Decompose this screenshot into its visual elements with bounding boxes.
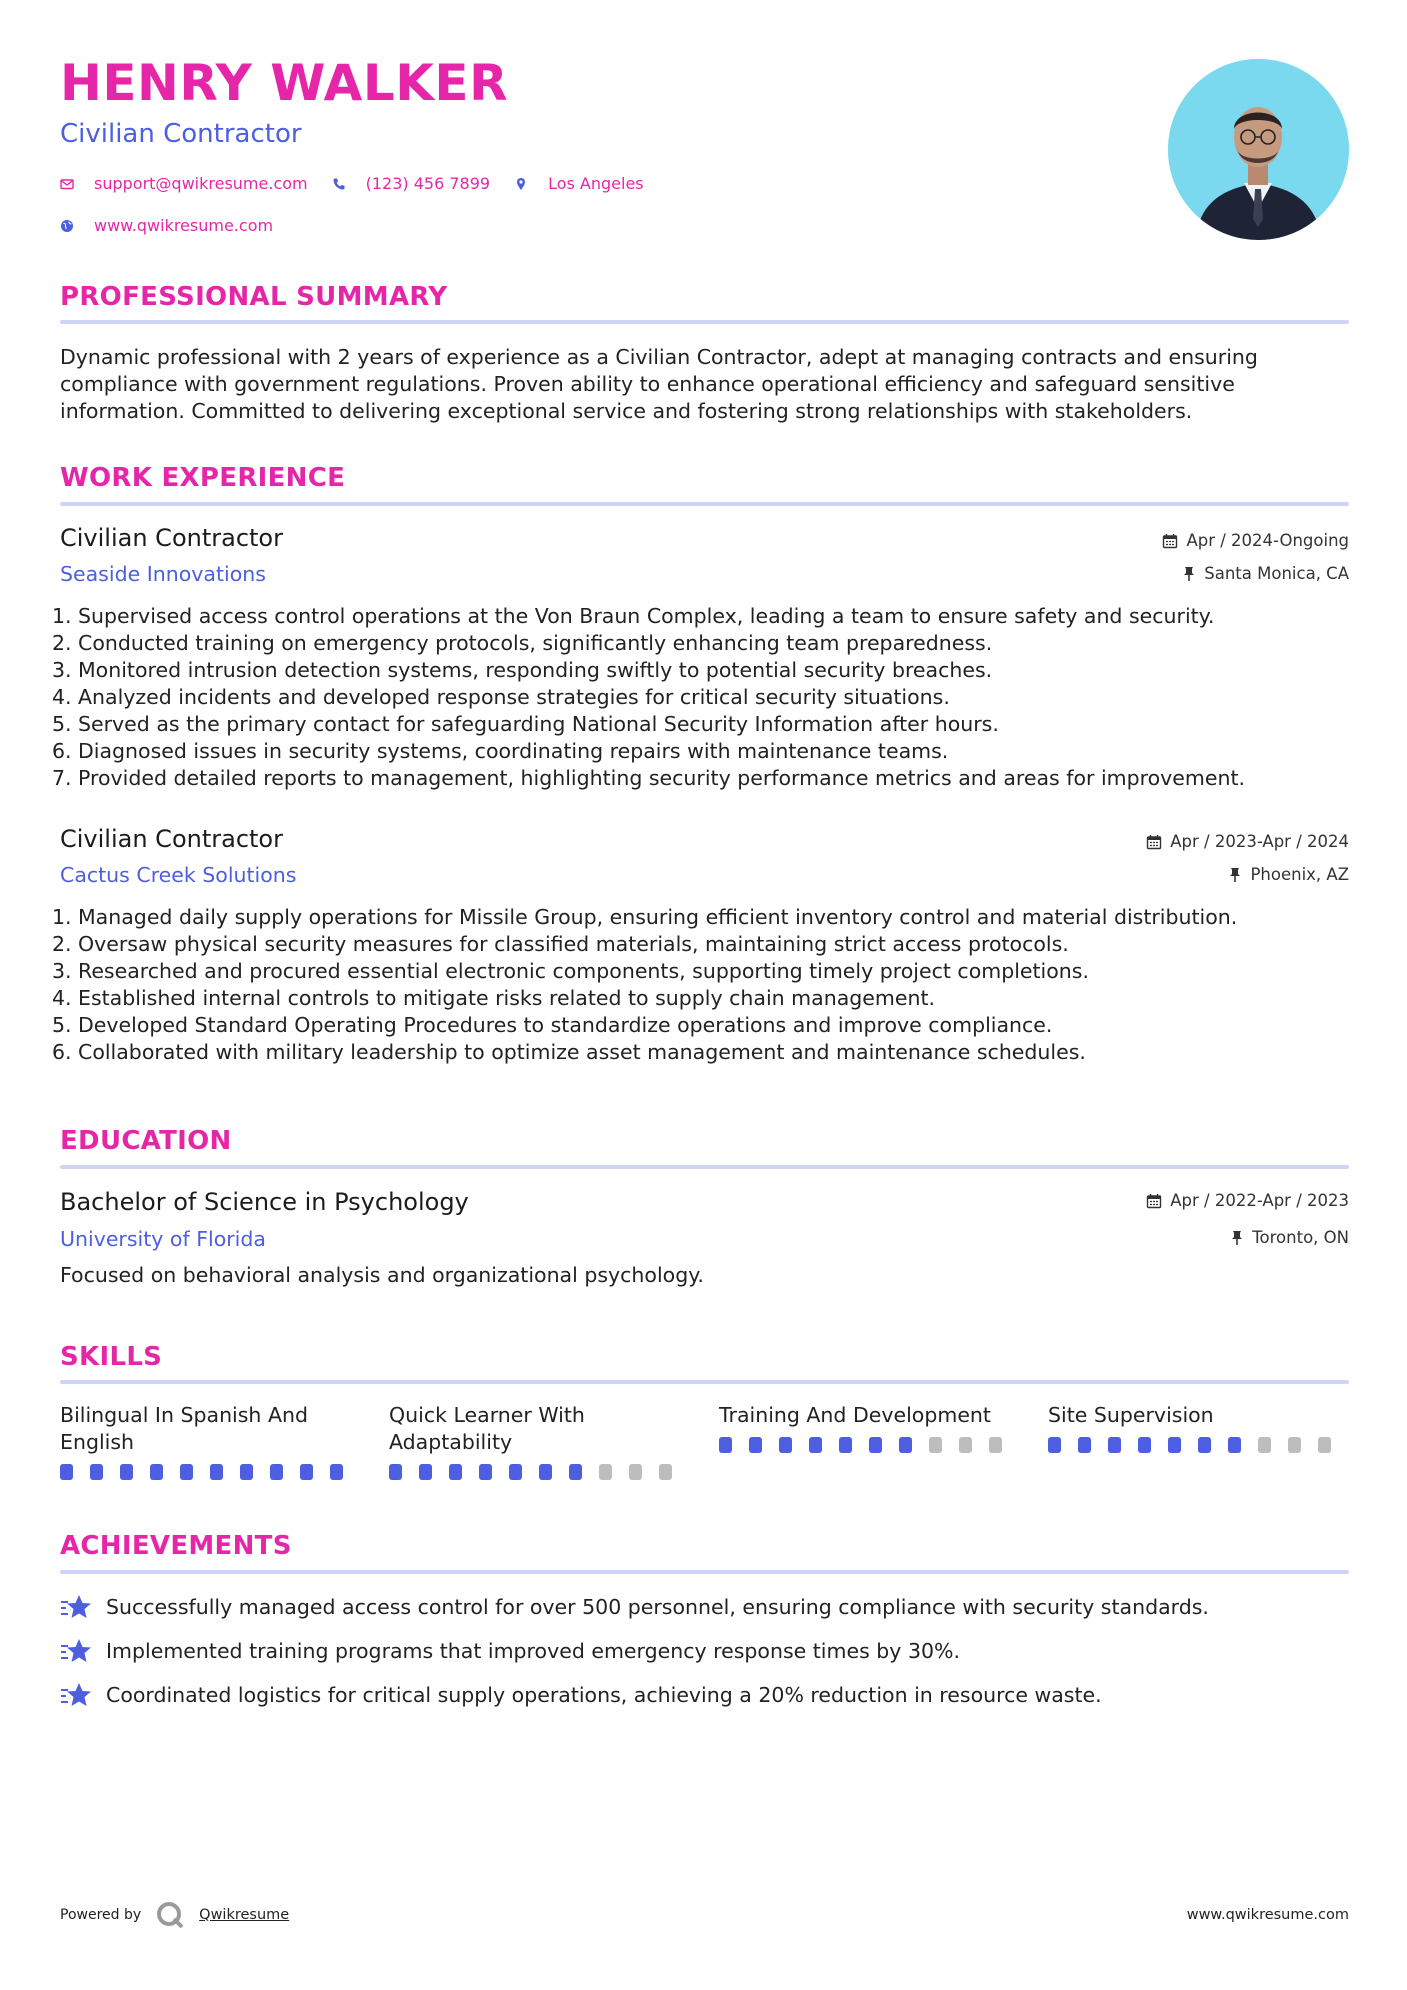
skill-dot-filled — [449, 1464, 462, 1480]
globe-icon — [60, 219, 74, 233]
job-1-dates — [1162, 533, 1349, 550]
education-school: University of Florida — [60, 1227, 266, 1251]
list-item: 1. Managed daily supply operations for Missile Group, ensuring efficient inventory control and material distribution. — [52, 905, 1238, 929]
education-heading: EDUCATION — [60, 1126, 232, 1156]
candidate-role: Civilian Contractor — [60, 119, 302, 149]
skill-dot-empty — [929, 1437, 942, 1453]
skill-dot-filled — [779, 1437, 792, 1453]
job-1-bullets — [52, 603, 1352, 792]
skill-dot-filled — [240, 1464, 253, 1480]
summary-heading: PROFESSIONAL SUMMARY — [60, 282, 448, 312]
list-item: 2. Conducted training on emergency protocols, significantly enhancing team preparedness. — [52, 631, 993, 655]
skill-dot-filled — [1198, 1437, 1211, 1453]
summary-text: Dynamic professional with 2 years of experience as a Civilian Contractor, adept at managing contracts and ensuring compliance with government regulations. Proven ability to enhance operational efficiency and safeguard sensitive information. Committed to delivering exceptional service and fostering strong relationships with stakeholders. — [60, 345, 1258, 423]
footer-powered-by — [60, 1900, 289, 1930]
skill-dot-filled — [120, 1464, 133, 1480]
phone-text: (123) 456 7899 — [365, 174, 491, 193]
skill-dot-filled — [749, 1437, 762, 1453]
list-item: 3. Monitored intrusion detection systems, responding swiftly to potential security breaches. — [52, 658, 993, 682]
list-item: 4. Established internal controls to mitigate risks related to supply chain management. — [52, 986, 936, 1010]
skill-dot-filled — [150, 1464, 163, 1480]
skill-dot-filled — [1168, 1437, 1181, 1453]
education-dates-text: Apr / 2022-Apr / 2023 — [1170, 1191, 1349, 1210]
skill-dot-filled — [60, 1464, 73, 1480]
skill-dot-filled — [569, 1464, 582, 1480]
contact-location — [514, 174, 644, 193]
experience-divider — [60, 502, 1349, 506]
skill-name: Site Supervision — [1048, 1403, 1214, 1427]
achievement-item — [60, 1637, 960, 1665]
skill-dot-filled — [809, 1437, 822, 1453]
job-1-title: Civilian Contractor — [60, 524, 283, 552]
qwikresume-link[interactable]: Qwikresume — [199, 1907, 290, 1923]
summary-divider — [60, 320, 1349, 324]
skill-dot-filled — [180, 1464, 193, 1480]
footer-url[interactable]: www.qwikresume.com — [1186, 1907, 1349, 1923]
calendar-icon — [1162, 533, 1178, 549]
skill-name: Bilingual In Spanish And English — [60, 1403, 308, 1454]
skill-rating — [389, 1464, 689, 1480]
job-2-dates — [1146, 834, 1349, 851]
job-2-bullets — [52, 904, 1352, 1066]
skill-name: Quick Learner With Adaptability — [389, 1403, 585, 1454]
education-degree: Bachelor of Science in Psychology — [60, 1188, 469, 1216]
skill-name: Training And Development — [719, 1403, 991, 1427]
list-item: 5. Served as the primary contact for safeguarding National Security Information after hours. — [52, 712, 999, 736]
skill-dot-filled — [1138, 1437, 1151, 1453]
profile-photo — [1168, 59, 1349, 240]
skill-rating — [719, 1437, 1019, 1453]
list-item: 7. Provided detailed reports to management, highlighting security performance metrics and areas for improvement. — [52, 766, 1246, 790]
achievement-text: Coordinated logistics for critical supply operations, achieving a 20% reduction in resource waste. — [106, 1682, 1102, 1707]
list-item: 5. Developed Standard Operating Procedures to standardize operations and improve compliance. — [52, 1013, 1053, 1037]
list-item: 1. Supervised access control operations at the Von Braun Complex, leading a team to ensure safety and security. — [52, 604, 1215, 628]
email-text: support@qwikresume.com — [94, 174, 308, 193]
skill-dot-empty — [989, 1437, 1002, 1453]
skills-heading: SKILLS — [60, 1342, 163, 1372]
skill-dot-filled — [1108, 1437, 1121, 1453]
education-divider — [60, 1165, 1349, 1169]
phone-icon — [332, 177, 346, 191]
job-2-dates-text: Apr / 2023-Apr / 2024 — [1170, 832, 1349, 851]
skill-item — [1048, 1402, 1348, 1453]
skill-item — [389, 1402, 689, 1480]
skill-rating — [60, 1464, 360, 1480]
contact-website[interactable] — [60, 216, 273, 235]
portrait-illustration — [1168, 59, 1349, 240]
skill-dot-filled — [839, 1437, 852, 1453]
pushpin-icon — [1182, 566, 1196, 582]
achievements-heading: ACHIEVEMENTS — [60, 1531, 292, 1561]
skill-dot-filled — [1228, 1437, 1241, 1453]
skill-rating — [1048, 1437, 1348, 1453]
mail-icon — [60, 177, 74, 191]
education-location — [1230, 1230, 1349, 1247]
job-1-location-text: Santa Monica, CA — [1204, 564, 1349, 583]
skill-dot-filled — [270, 1464, 283, 1480]
location-text: Los Angeles — [548, 174, 644, 193]
calendar-icon — [1146, 1193, 1162, 1209]
job-1-dates-text: Apr / 2024-Ongoing — [1186, 531, 1349, 550]
star-icon — [60, 1637, 92, 1665]
education-dates — [1146, 1193, 1349, 1210]
skill-dot-empty — [629, 1464, 642, 1480]
calendar-icon — [1146, 834, 1162, 850]
star-icon — [60, 1593, 92, 1621]
skill-dot-empty — [959, 1437, 972, 1453]
job-1-company: Seaside Innovations — [60, 562, 266, 586]
job-2-location-text: Phoenix, AZ — [1250, 865, 1349, 884]
skill-dot-empty — [659, 1464, 672, 1480]
contact-phone[interactable] — [332, 174, 490, 193]
skill-dot-filled — [539, 1464, 552, 1480]
contact-email[interactable] — [60, 174, 308, 193]
location-pin-icon — [514, 177, 528, 191]
education-location-text: Toronto, ON — [1252, 1228, 1349, 1247]
experience-heading: WORK EXPERIENCE — [60, 463, 346, 493]
skill-dot-filled — [899, 1437, 912, 1453]
skill-dot-filled — [1048, 1437, 1061, 1453]
contact-row-primary — [60, 174, 668, 193]
skill-dot-filled — [509, 1464, 522, 1480]
star-icon — [60, 1681, 92, 1709]
list-item: 4. Analyzed incidents and developed response strategies for critical security situations. — [52, 685, 950, 709]
candidate-name: HENRY WALKER — [60, 54, 509, 112]
skills-divider — [60, 1380, 1349, 1384]
skill-dot-empty — [1318, 1437, 1331, 1453]
skill-dot-filled — [389, 1464, 402, 1480]
skill-dot-filled — [1078, 1437, 1091, 1453]
skill-dot-empty — [599, 1464, 612, 1480]
achievement-item — [60, 1593, 1209, 1621]
list-item: 2. Oversaw physical security measures for classified materials, maintaining strict access protocols. — [52, 932, 1069, 956]
skill-dot-empty — [1288, 1437, 1301, 1453]
list-item: 6. Diagnosed issues in security systems, coordinating repairs with maintenance teams. — [52, 739, 949, 763]
education-description: Focused on behavioral analysis and organizational psychology. — [60, 1263, 704, 1287]
contact-row-secondary — [60, 216, 297, 235]
pushpin-icon — [1230, 1230, 1244, 1246]
qwikresume-logo-icon — [155, 1900, 185, 1930]
job-1-location — [1182, 566, 1349, 583]
achievement-text: Successfully managed access control for over 500 personnel, ensuring compliance with security standards. — [106, 1594, 1209, 1619]
achievement-item — [60, 1681, 1102, 1709]
skill-dot-filled — [330, 1464, 343, 1480]
skill-dot-filled — [419, 1464, 432, 1480]
powered-by-label: Powered by — [60, 1907, 142, 1923]
achievement-text: Implemented training programs that improved emergency response times by 30%. — [106, 1638, 961, 1663]
job-2-title: Civilian Contractor — [60, 825, 283, 853]
achievements-divider — [60, 1570, 1349, 1574]
list-item: 3. Researched and procured essential electronic components, supporting timely project completions. — [52, 959, 1089, 983]
job-2-location — [1228, 867, 1349, 884]
skill-dot-filled — [869, 1437, 882, 1453]
list-item: 6. Collaborated with military leadership to optimize asset management and maintenance schedules. — [52, 1040, 1086, 1064]
website-text: www.qwikresume.com — [94, 216, 274, 235]
skill-item — [60, 1402, 360, 1480]
skill-item — [719, 1402, 1019, 1453]
skill-dot-filled — [210, 1464, 223, 1480]
skill-dot-empty — [1258, 1437, 1271, 1453]
skill-dot-filled — [90, 1464, 103, 1480]
skill-dot-filled — [300, 1464, 313, 1480]
pushpin-icon — [1228, 867, 1242, 883]
skill-dot-filled — [719, 1437, 732, 1453]
job-2-company: Cactus Creek Solutions — [60, 863, 297, 887]
skill-dot-filled — [479, 1464, 492, 1480]
